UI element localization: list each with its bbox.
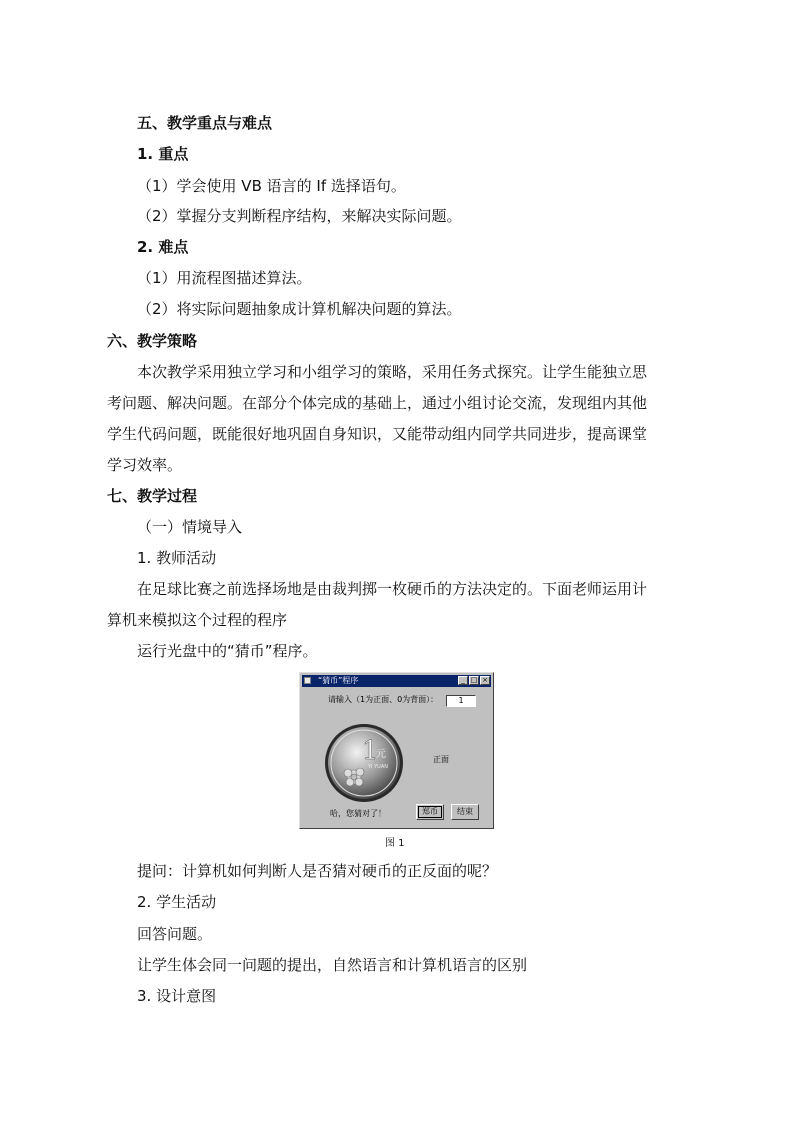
paragraph: 学习效率。 [107,456,183,474]
coin-character: 元 [376,749,386,760]
paragraph: 在足球比赛之前选择场地是由裁判掷一枚硬币的方法决定的。下面老师运用计 [137,580,648,598]
end-button[interactable]: 结束 [451,804,479,820]
paragraph: （1）用流程图描述算法。 [137,269,312,287]
minimize-button[interactable]: _ [458,676,468,685]
figure-caption: 图 1 [385,838,405,849]
subheading-key-points: 1. 重点 [137,145,189,163]
app-icon [304,677,311,684]
window-title: “猜币”程序 [318,676,359,685]
maximize-button[interactable]: □ [470,676,478,684]
paragraph: 学生代码问题，既能很好地巩固自身知识，又能带动组内同学共同进步，提高课堂 [107,425,648,443]
paragraph: （2）将实际问题抽象成计算机解决问题的算法。 [137,300,462,318]
toss-button[interactable]: 郑币 [416,804,444,820]
subheading-design-intent: 3. 设计意图 [137,987,217,1005]
section-heading-7: 七、教学过程 [107,487,198,505]
paragraph: 运行光盘中的“猜币”程序。 [137,642,318,660]
coin-latin: YI YUAN [368,764,388,770]
paragraph: （1）学会使用 VB 语言的 If 选择语句。 [137,177,406,195]
window-titlebar [302,675,491,687]
result-face-label: 正面 [433,755,449,764]
section-heading-6: 六、教学策略 [107,332,198,350]
peony-flower-icon [344,768,364,786]
paragraph: 算机来模拟这个过程的程序 [107,611,288,629]
paragraph: （2）掌握分支判断程序结构，来解决实际问题。 [137,207,462,225]
coin-numeral: 1 [362,736,379,766]
subheading-difficulties: 2. 难点 [137,238,189,256]
coin-image [324,723,404,803]
paragraph: 回答问题。 [137,925,213,943]
guess-input[interactable]: 1 [446,695,476,707]
paragraph: 考问题、解决问题。在部分个体完成的基础上，通过小组讨论交流，发现组内其他 [107,394,648,412]
status-message: 哈，您猜对了！ [330,809,386,818]
paragraph: 本次教学采用独立学习和小组学习的策略，采用任务式探究。让学生能独立思 [137,363,648,381]
paragraph-question: 提问：计算机如何判断人是否猜对硬币的正反面的呢？ [137,862,498,880]
coin-guess-app-window [299,672,494,829]
subheading-teacher-activity: 1. 教师活动 [137,549,217,567]
paragraph: 让学生体会同一问题的提出，自然语言和计算机语言的区别 [137,956,528,974]
subheading-student-activity: 2. 学生活动 [137,893,217,911]
subsection-title: （一）情境导入 [137,518,243,536]
input-prompt-label: 请输入（1为正面、0为背面）： [328,695,439,704]
section-heading-5: 五、教学重点与难点 [137,114,273,132]
close-button[interactable]: × [480,676,490,685]
